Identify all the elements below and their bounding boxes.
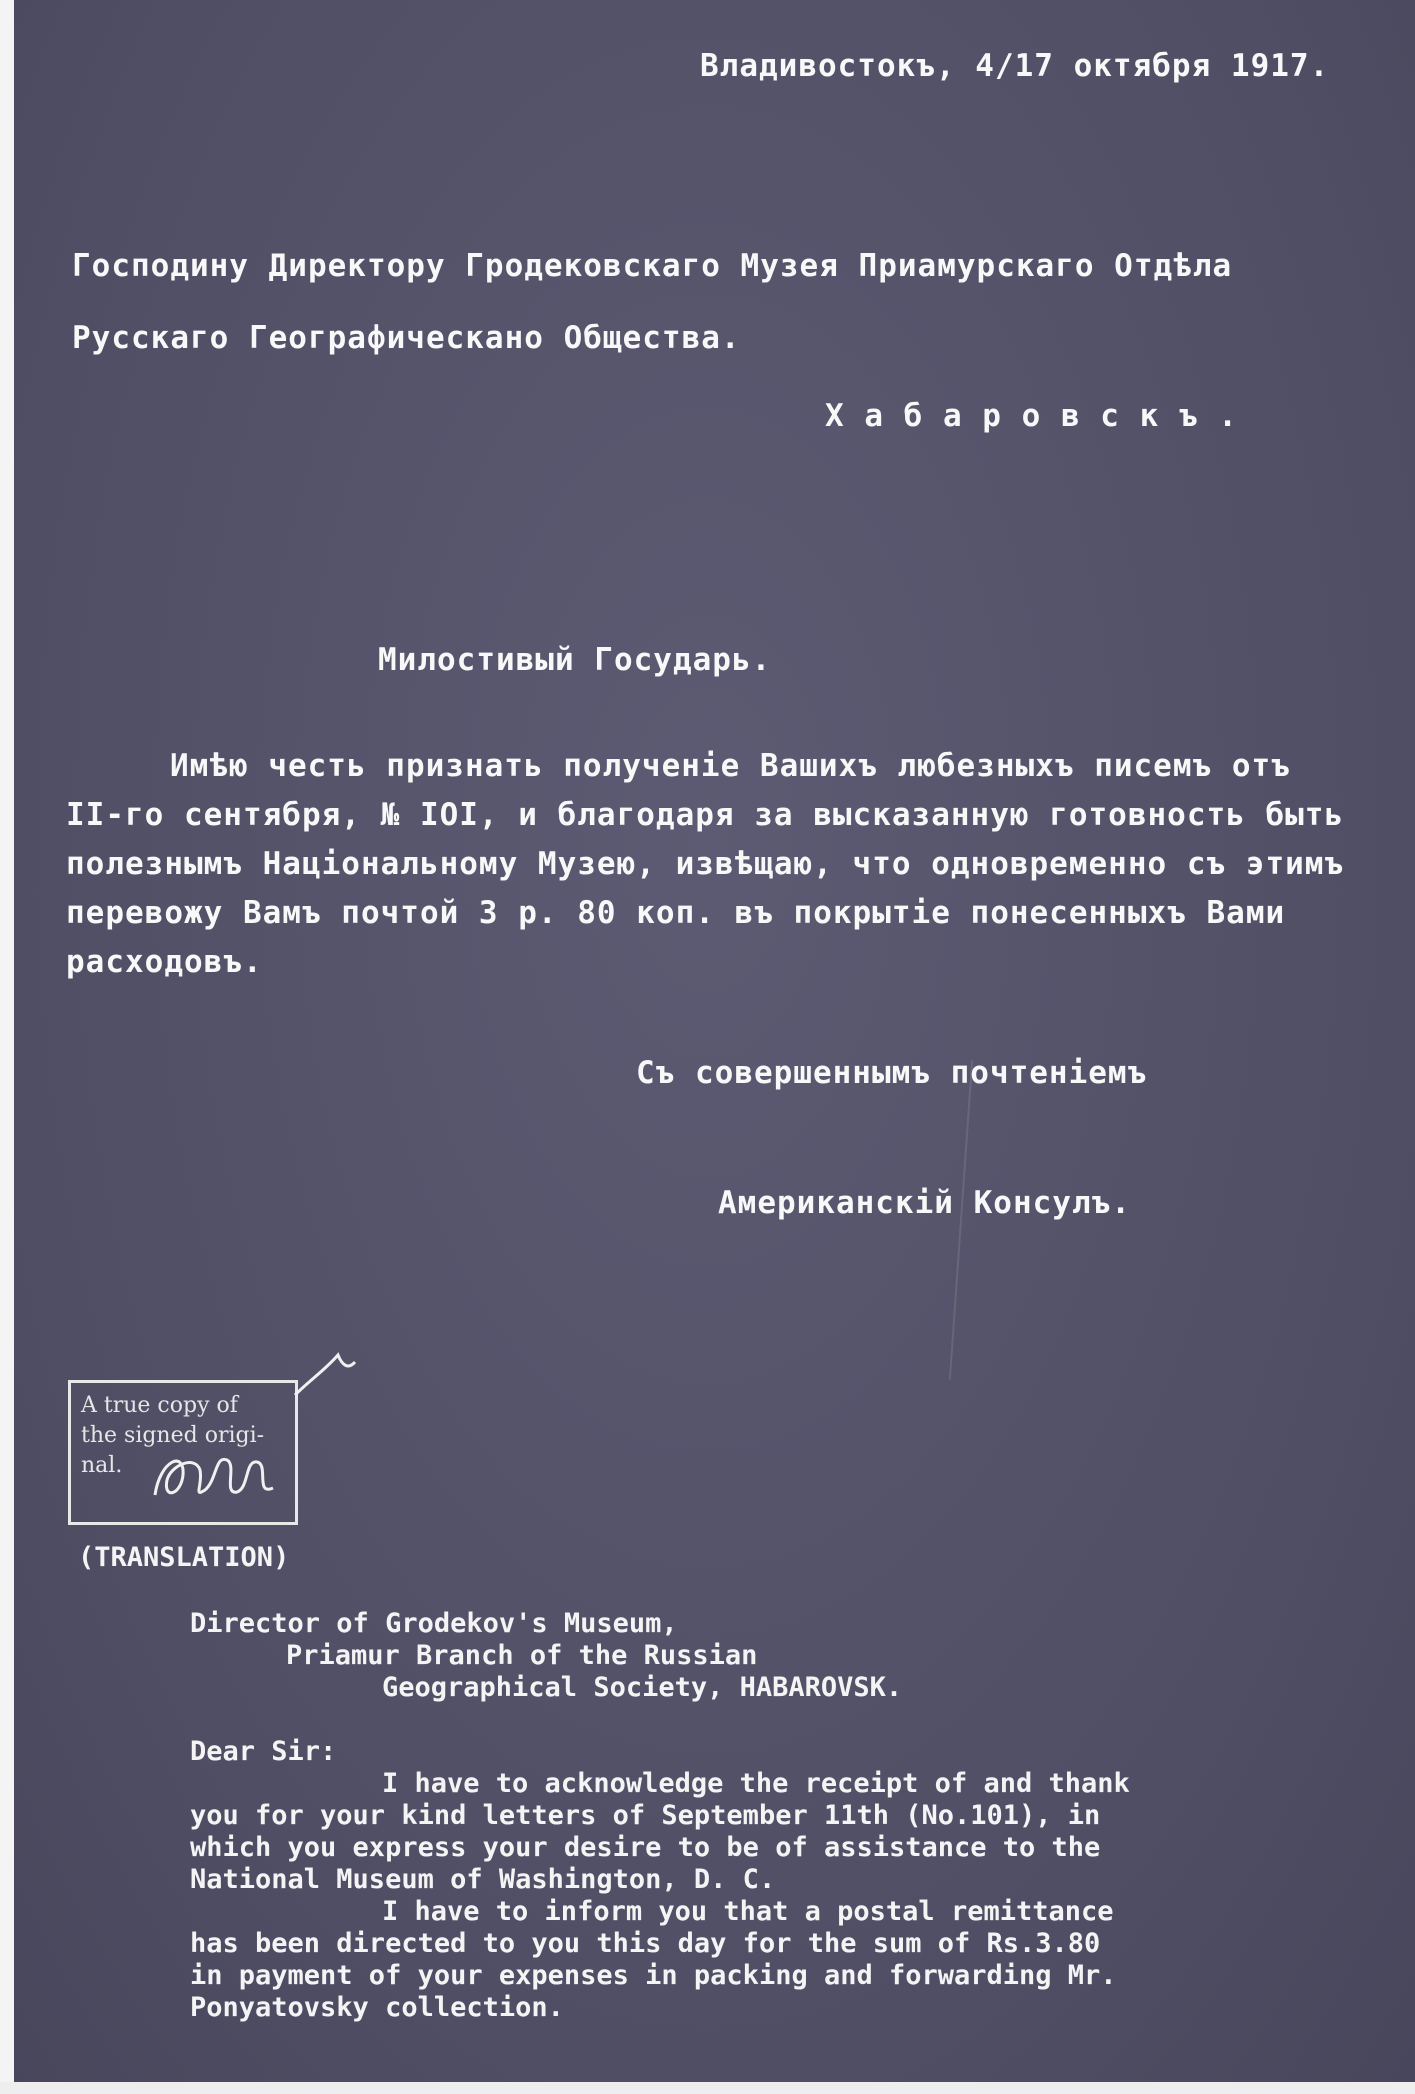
russian-body: Имѣю честь признать полученіе Вашихъ любезныхъ писемъ отъ II-го сентября, № IOI, и благодаря за высказанную готовность быть полезнымъ Національному Музею, извѣщаю, что одновременно съ этимъ перевожу Вамъ почтой 3 р. 80 коп. въ покрытіе понесенныхъ Вами расходовъ. [66,748,1345,980]
translation-para1-line-2: you for your kind letters of September 11th (No.101), in [190,1800,1101,1831]
translation-address-line-3: Geographical Society, HABAROVSK. [382,1672,903,1703]
addressee-city: Х а б а р о в с к ъ . [825,398,1238,434]
translation-para1-line-1: I have to acknowledge the receipt of and thank [382,1768,1130,1799]
translation-heading: (TRANSLATION) [78,1542,290,1573]
russian-salutation: Милостивый Государь. [378,642,772,678]
translation-para2-line-1: I have to inform you that a postal remittance [382,1896,1114,1927]
handwritten-initials-signature [145,1440,285,1510]
russian-signature: Американскій Консулъ. [718,1185,1131,1221]
letter-date: Владивостокъ, 4/17 октября 1917. [700,48,1330,84]
translation-address-line-2: Priamur Branch of the Russian [286,1640,758,1671]
scan-edge-left [0,0,14,2094]
translation-para1-line-4: National Museum of Washington, D. C. [190,1864,776,1895]
stamp-line-1: A true copy of [81,1393,238,1418]
stamp-line-3: nal. [81,1453,123,1478]
translation-para2-line-3: in payment of your expenses in packing and forwarding Mr. [190,1960,1117,1991]
translation-para2-line-2: has been directed to you this day for the sum of Rs.3.80 [190,1928,1101,1959]
translation-salutation: Dear Sir: [190,1736,337,1767]
translation-address-line-1: Director of Grodekov's Museum, [190,1608,678,1639]
addressee-line-2: Русскаго Географическано Общества. [72,320,741,356]
translation-para1-line-3: which you express your desire to be of assistance to the [190,1832,1101,1863]
russian-closing: Съ совершеннымъ почтеніемъ [636,1055,1148,1091]
stamp-line-2: the signed origi- [81,1423,265,1448]
addressee-line-1: Господину Директору Гродековскаго Музея Приамурскаго Отдѣла [72,248,1233,284]
check-mark [290,1350,360,1400]
scan-edge-bottom [0,2082,1415,2094]
translation-para2-line-4: Ponyatovsky collection. [190,1992,564,2023]
